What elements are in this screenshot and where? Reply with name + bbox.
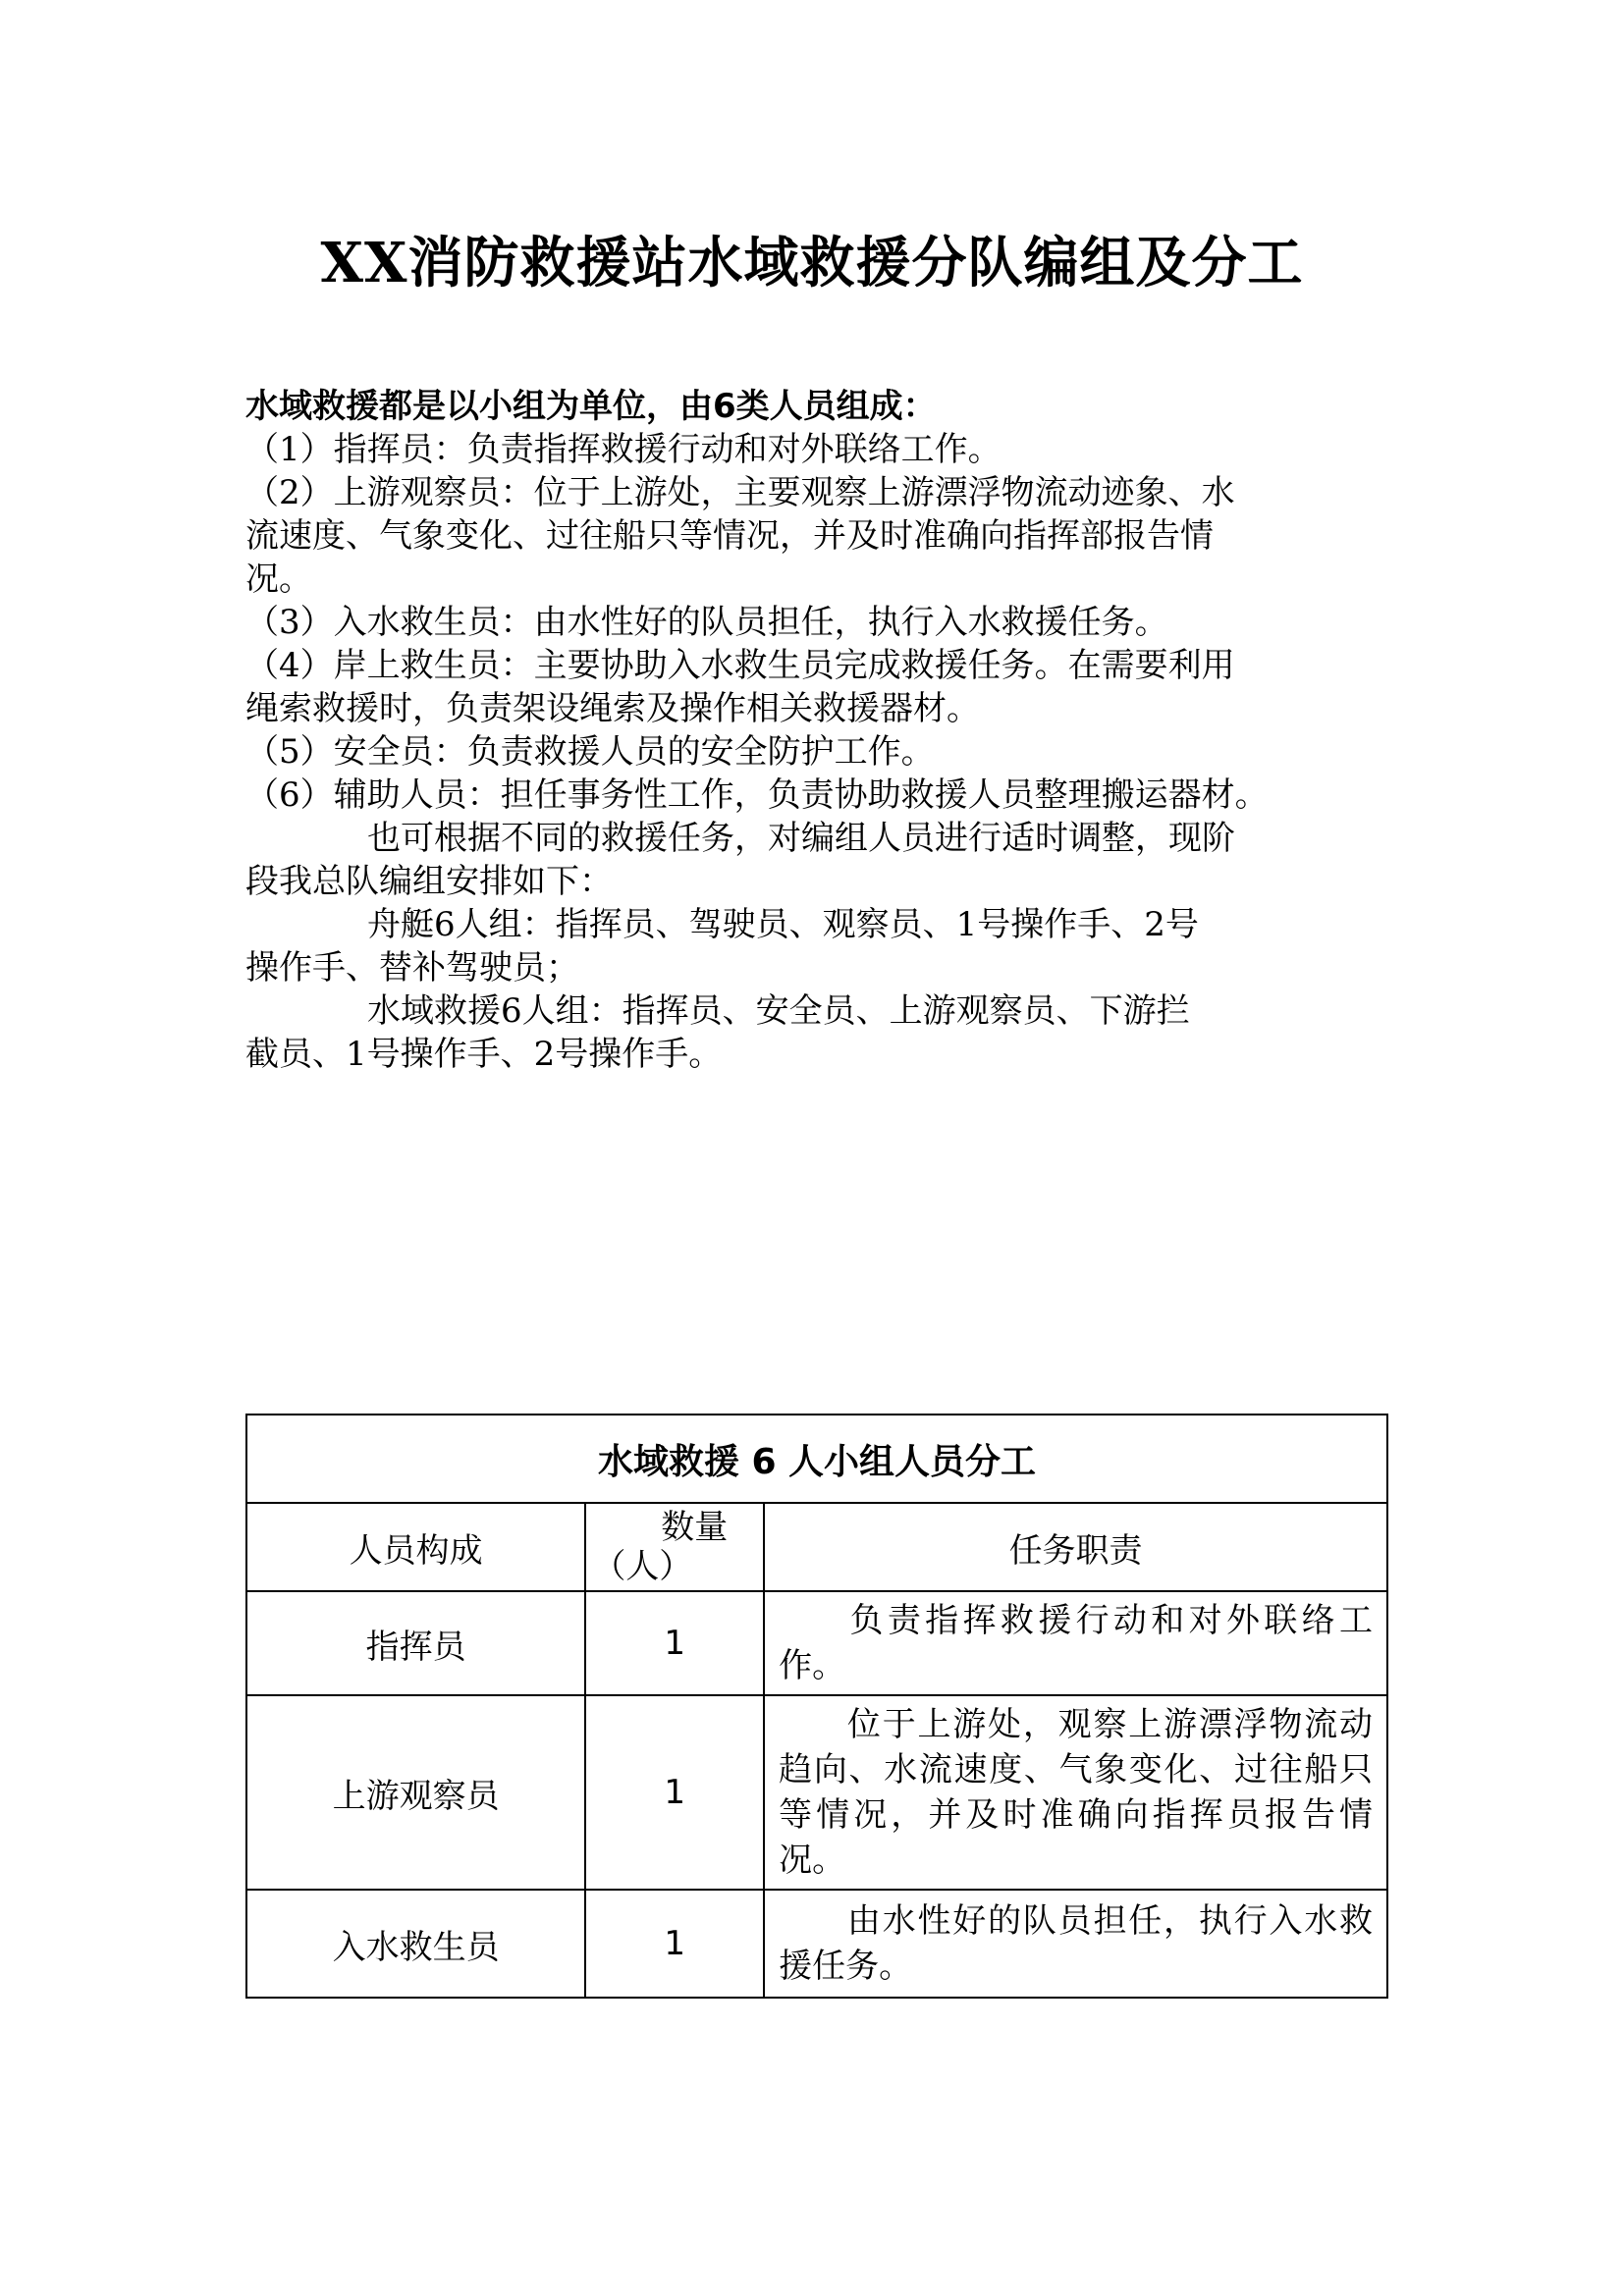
body-line: （1）指挥员：负责指挥救援行动和对外联络工作。 [245, 430, 1001, 469]
body-line: （2）上游观察员：位于上游处，主要观察上游漂浮物流动迹象、水 [245, 473, 1235, 512]
table-row [246, 1591, 1387, 1695]
body-line: （5）安全员：负责救援人员的安全防护工作。 [245, 732, 935, 772]
row-qty: 1 [585, 1591, 764, 1695]
row-duty [764, 1890, 1387, 1998]
water-team-line: 水域救援6人组：指挥员、安全员、上游观察员、下游拦 [367, 991, 1190, 1031]
row-role: 上游观察员 [246, 1695, 585, 1890]
document-body [245, 385, 1394, 1076]
table-row [246, 1695, 1387, 1890]
boat-team-line: 操作手、替补驾驶员； [245, 948, 579, 988]
document-title: XX消防救援站水域救援分队编组及分工 [320, 231, 1304, 295]
adjust-paragraph-line: 也可根据不同的救援任务，对编组人员进行适时调整，现阶 [367, 819, 1235, 858]
adjust-paragraph-line: 段我总队编组安排如下： [245, 862, 613, 901]
body-line: 绳索救援时，负责架设绳索及操作相关救援器材。 [245, 689, 980, 728]
row-duty [764, 1695, 1387, 1890]
row-duty-text: 负责指挥救援行动和对外联络工作。 [779, 1601, 1373, 1685]
header-qty-line2: （人） [592, 1547, 693, 1586]
water-team-line: 截员、1号操作手、2号操作手。 [245, 1035, 723, 1074]
header-duty: 任务职责 [764, 1503, 1387, 1591]
boat-team-line: 舟艇6人组：指挥员、驾驶员、观察员、1号操作手、2号 [367, 905, 1199, 944]
body-line: 流速度、气象变化、过往船只等情况，并及时准确向指挥部报告情 [245, 516, 1214, 556]
duty-table [245, 1414, 1388, 1999]
table-caption: 水域救援 6 人小组人员分工 [246, 1415, 1387, 1503]
row-role: 指挥员 [246, 1591, 585, 1695]
header-qty-line1: 数量 [661, 1508, 729, 1547]
row-duty [764, 1591, 1387, 1695]
body-line: （3）入水救生员：由水性好的队员担任，执行入水救援任务。 [245, 603, 1168, 642]
header-qty [585, 1503, 764, 1591]
body-line: 况。 [245, 560, 312, 599]
row-duty-text: 由水性好的队员担任，执行入水救援任务。 [779, 1901, 1373, 1986]
table-caption-row [246, 1415, 1387, 1503]
table-header-row [246, 1503, 1387, 1591]
row-duty-text: 位于上游处，观察上游漂浮物流动趋向、水流速度、气象变化、过往船只等情况，并及时准确向指挥员报告情况。 [779, 1705, 1373, 1880]
header-role: 人员构成 [246, 1503, 585, 1591]
row-qty: 1 [585, 1890, 764, 1998]
body-line: （6）辅助人员：担任事务性工作，负责协助救援人员整理搬运器材。 [245, 775, 1269, 815]
row-role: 入水救生员 [246, 1890, 585, 1998]
table-row [246, 1890, 1387, 1998]
intro-line: 水域救援都是以小组为单位，由6类人员组成： [245, 387, 937, 426]
row-qty: 1 [585, 1695, 764, 1890]
body-line: （4）岸上救生员：主要协助入水救生员完成救援任务。在需要利用 [245, 646, 1235, 685]
